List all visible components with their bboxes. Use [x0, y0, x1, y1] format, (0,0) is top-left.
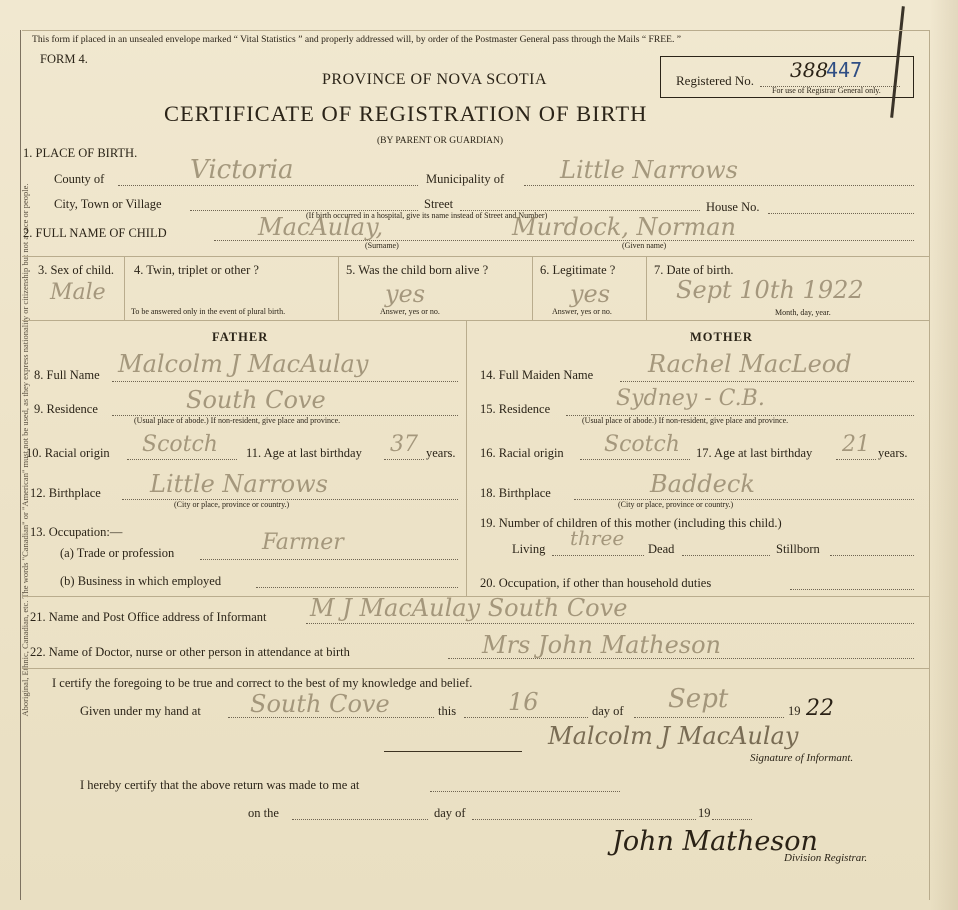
row3-div-2: [338, 256, 339, 320]
page-edge: [930, 0, 958, 910]
father-bp-line: [122, 499, 458, 500]
father-race-label: 10. Racial origin: [26, 446, 110, 460]
county-label: County of: [54, 172, 105, 186]
mother-bp: Baddeck: [650, 470, 755, 498]
mail-notice: This form if placed in an unsealed envelope marked “ Vital Statistics ” and properly addressed will, by order of the Postmaster General pass through the Mails “ FREE. ”: [32, 34, 682, 45]
dead-line: [682, 555, 770, 556]
mother-bp-note: (City or place, province or country.): [618, 500, 734, 509]
given-under-label: Given under my hand at: [80, 704, 201, 718]
municipality-value: Little Narrows: [560, 156, 738, 184]
place-of-birth-label: 1. PLACE OF BIRTH.: [23, 146, 138, 160]
year-suffix: 22: [806, 696, 834, 721]
dob-label: 7. Date of birth.: [654, 263, 734, 277]
mother-age-line: [836, 459, 876, 460]
dead-label: Dead: [648, 542, 675, 556]
house-label: House No.: [706, 200, 760, 214]
alive-label: 5. Was the child born alive ?: [346, 263, 489, 277]
on-the-line: [292, 819, 428, 820]
father-race: Scotch: [142, 432, 218, 457]
father-name: Malcolm J MacAulay: [118, 350, 369, 378]
registered-note: For use of Registrar General only.: [772, 86, 881, 95]
province-heading: PROVINCE OF NOVA SCOTIA: [322, 71, 548, 88]
doctor-label: 22. Name of Doctor, nurse or other person in attendance at birth: [30, 645, 350, 659]
stillborn-label: Stillborn: [776, 542, 820, 556]
legit-note: Answer, yes or no.: [552, 307, 612, 316]
father-age-label: 11. Age at last birthday: [246, 446, 362, 460]
month-line: [634, 717, 784, 718]
mother-children-label: 19. Number of children of this mother (including this child.): [480, 516, 782, 530]
registered-number-hand: 388: [790, 58, 829, 82]
mother-race-line: [580, 459, 690, 460]
dob-note: Month, day, year.: [775, 308, 831, 317]
father-name-line: [112, 381, 458, 382]
informant-line: [306, 623, 914, 624]
signature-caption: Signature of Informant.: [750, 752, 854, 764]
father-trade: Farmer: [262, 530, 344, 555]
father-biz-line: [256, 587, 458, 588]
mother-race: Scotch: [604, 432, 680, 457]
row3-div-3: [532, 256, 533, 320]
father-res-label: 9. Residence: [34, 402, 98, 416]
living-value: three: [570, 526, 625, 550]
hospital-note: (If birth occurred in a hospital, give its name instead of Street and Number): [306, 211, 548, 220]
form-top-rule: [22, 30, 930, 31]
city-label: City, Town or Village: [54, 197, 162, 211]
father-occ-label: 13. Occupation:—: [30, 525, 123, 539]
father-res-note: (Usual place of abode.) If non-resident, give place and province.: [134, 416, 341, 425]
year-prefix: 19: [788, 704, 801, 718]
father-name-label: 8. Full Name: [34, 368, 100, 382]
month2-line: [472, 819, 696, 820]
father-age-line: [384, 459, 424, 460]
day-line: [464, 717, 588, 718]
informant-signature: Malcolm J MacAulay: [548, 722, 799, 750]
mother-bp-label: 18. Birthplace: [480, 486, 551, 500]
registered-number-stamp: 447: [826, 58, 863, 82]
legit-value: yes: [570, 280, 611, 308]
given-place: South Cove: [250, 690, 390, 718]
mother-res-label: 15. Residence: [480, 402, 551, 416]
mother-age: 21: [842, 432, 870, 457]
alive-value: yes: [385, 280, 426, 308]
mother-name: Rachel MacLeod: [648, 350, 852, 378]
father-bp-note: (City or place, province or country.): [174, 500, 290, 509]
mother-age-label: 17. Age at last birthday: [696, 446, 813, 460]
row3-div-1: [124, 256, 125, 320]
day-value: 16: [508, 688, 539, 716]
side-note: Aboriginal, Ethnic, Canadian, etc. The words "Canadian" or "American" must not be used, as they express nationality or citizenship but not a race or people.: [20, 183, 30, 717]
mother-occ-label: 20. Occupation, if other than household duties: [480, 576, 712, 590]
father-trade-label: (a) Trade or profession: [60, 546, 175, 560]
municipality-label: Municipality of: [426, 172, 505, 186]
living-label: Living: [512, 542, 546, 556]
informant-value: M J MacAulay South Cove: [310, 594, 628, 622]
father-age: 37: [390, 432, 418, 457]
county-value: Victoria: [190, 155, 294, 185]
twin-label: 4. Twin, triplet or other ?: [134, 263, 259, 277]
day-of-label-2: day of: [434, 806, 466, 820]
return-place-line: [430, 791, 620, 792]
living-line: [552, 555, 644, 556]
year2-label: 19: [698, 806, 711, 820]
child-name-label: 2. FULL NAME OF CHILD: [23, 226, 167, 240]
mother-res: Sydney - C.B.: [616, 386, 765, 411]
signature-rule-left: [384, 751, 522, 752]
on-the-label: on the: [248, 806, 279, 820]
left-margin-rule: [20, 30, 21, 900]
mother-res-note: (Usual place of abode.) If non-resident, give place and province.: [582, 416, 789, 425]
mother-name-line: [620, 381, 914, 382]
mother-name-label: 14. Full Maiden Name: [480, 368, 594, 382]
month-value: Sept: [668, 684, 729, 714]
child-given-name: Murdock, Norman: [512, 213, 737, 241]
alive-note: Answer, yes or no.: [380, 307, 440, 316]
certify-top-rule: [22, 668, 930, 669]
father-race-line: [127, 459, 237, 460]
row3-top-rule: [22, 256, 930, 257]
municipality-line: [524, 185, 914, 186]
this-label: this: [438, 704, 457, 718]
sex-value: Male: [50, 280, 106, 305]
father-res: South Cove: [186, 386, 326, 414]
mother-heading: MOTHER: [690, 330, 753, 344]
stillborn-line: [830, 555, 914, 556]
certificate-subtitle: (BY PARENT OR GUARDIAN): [377, 136, 504, 146]
father-trade-line: [200, 559, 458, 560]
registrar-caption: Division Registrar.: [784, 852, 868, 864]
surname-caption: (Surname): [365, 241, 399, 250]
row3-div-4: [646, 256, 647, 320]
father-bp: Little Narrows: [150, 470, 328, 498]
mother-occ-line: [790, 589, 914, 590]
registrar-signature: John Matheson: [612, 826, 818, 857]
mother-race-label: 16. Racial origin: [480, 446, 564, 460]
father-heading: FATHER: [212, 330, 269, 344]
certify-statement: I certify the foregoing to be true and correct to the best of my knowledge and belief.: [52, 676, 473, 690]
row3-bottom-rule: [22, 320, 930, 321]
registered-label: Registered No.: [676, 73, 754, 88]
year2-line: [712, 819, 752, 820]
father-years: years.: [426, 446, 456, 460]
mother-years: years.: [878, 446, 908, 460]
street-label: Street: [424, 197, 454, 211]
day-of-label: day of: [592, 704, 624, 718]
dob-value: Sept 10th 1922: [676, 276, 864, 304]
legit-label: 6. Legitimate ?: [540, 263, 616, 277]
form-right-rule: [929, 30, 930, 900]
doctor-value: Mrs John Matheson: [482, 631, 722, 659]
county-line: [118, 185, 418, 186]
return-statement: I hereby certify that the above return was made to me at: [80, 778, 360, 792]
father-bp-label: 12. Birthplace: [30, 486, 101, 500]
sex-label: 3. Sex of child.: [38, 263, 115, 277]
house-line: [768, 213, 914, 214]
parents-divider: [466, 320, 467, 596]
form-number: FORM 4.: [40, 52, 88, 66]
informant-label: 21. Name and Post Office address of Informant: [30, 610, 267, 624]
certificate-title: CERTIFICATE OF REGISTRATION OF BIRTH: [164, 101, 648, 126]
child-surname: MacAulay,: [258, 213, 384, 241]
twin-note: To be answered only in the event of plural birth.: [131, 307, 286, 316]
given-caption: (Given name): [622, 241, 667, 250]
father-biz-label: (b) Business in which employed: [60, 574, 222, 588]
